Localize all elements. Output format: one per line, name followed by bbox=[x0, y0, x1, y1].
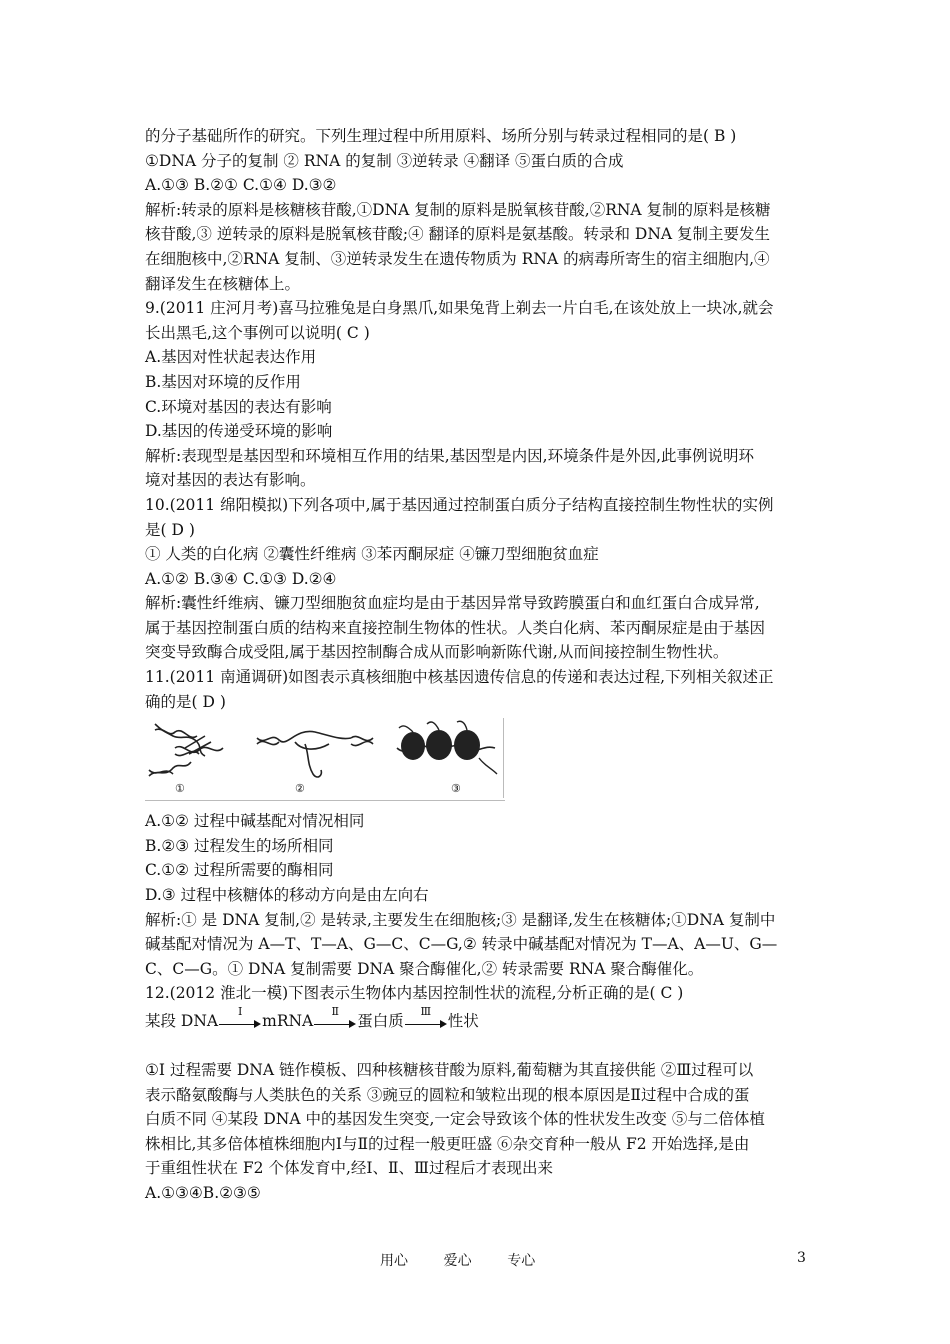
figure-label-1: ① bbox=[175, 782, 185, 796]
text-line: A.①② 过程中碱基配对情况相同 bbox=[145, 812, 365, 831]
text-line: 核苷酸,③ 逆转录的原料是脱氧核苷酸;④ 翻译的原料是氨基酸。转录和 DNA 复制主要发生 bbox=[145, 225, 771, 244]
page-number: 3 bbox=[797, 1250, 806, 1266]
text-line: 的分子基础所作的研究。下列生理过程中所用原料、场所分别与转录过程相同的是( B ) bbox=[145, 127, 737, 145]
text-line: 解析:转录的原料是核糖核苷酸,①DNA 复制的原料是脱氧核苷酸,②RNA 复制的原料是核糖 bbox=[145, 200, 771, 219]
text-line: 11.(2011 南通调研)如图表示真核细胞中核基因遗传信息的传递和表达过程,下列相关叙述正 bbox=[145, 668, 774, 687]
text-line: 翻译发生在核糖体上。 bbox=[145, 274, 301, 293]
figure-label-2: ② bbox=[295, 782, 305, 796]
text-line: D.基因的传递受环境的影响 bbox=[145, 422, 333, 441]
text-line: B.②③ 过程发生的场所相同 bbox=[145, 836, 334, 855]
text-line: 白质不同 ④某段 DNA 中的基因发生突变,一定会导致该个体的性状发生改变 ⑤与二倍体植 bbox=[145, 1110, 765, 1129]
text-line: 碱基配对情况为 A—T、T—A、G—C、C—G,② 转录中碱基配对情况为 T—A、A—U、G— bbox=[145, 935, 778, 954]
text-line: 长出黑毛,这个事例可以说明( C ) bbox=[145, 323, 370, 342]
text-line: 突变导致酶合成受阻,属于基因控制酶合成从而影响新陈代谢,从而间接控制生物性状。 bbox=[145, 643, 729, 662]
text-line: 解析:① 是 DNA 复制,② 是转录,主要发生在细胞核;③ 是翻译,发生在核糖体;①DNA 复制中 bbox=[145, 910, 776, 929]
flow-step-1-label: Ⅰ bbox=[237, 1005, 243, 1018]
text-line: 属于基因控制蛋白质的结构来直接控制生物体的性状。人类白化病、苯丙酮尿症是由于基因 bbox=[145, 618, 766, 637]
flow-arrow-1 bbox=[219, 1005, 261, 1033]
text-line: 12.(2012 淮北一模)下图表示生物体内基因控制性状的流程,分析正确的是( C ) bbox=[145, 984, 684, 1003]
text-line: A.①② B.③④ C.①③ D.②④ bbox=[145, 569, 337, 588]
text-line: ① 人类的白化病 ②囊性纤维病 ③苯丙酮尿症 ④镰刀型细胞贫血症 bbox=[145, 545, 599, 564]
flow-protein: 蛋白质 bbox=[357, 1012, 404, 1030]
text-line: A.基因对性状起表达作用 bbox=[145, 348, 317, 367]
text-line: A.①③④B.②③⑤ bbox=[145, 1183, 261, 1202]
text-line: 9.(2011 庄河月考)喜马拉雅兔是白身黑爪,如果兔背上剃去一片白毛,在该处放上一块冰,就会 bbox=[145, 299, 774, 318]
text-line: 于重组性状在 F2 个体发育中,经Ⅰ、Ⅱ、Ⅲ过程后才表现出来 bbox=[145, 1159, 554, 1178]
text-line: A.①③ B.②① C.①④ D.③② bbox=[145, 176, 337, 195]
text-line: C、C—G。① DNA 复制需要 DNA 聚合酶催化,② 转录需要 RNA 聚合酶催化。 bbox=[145, 959, 704, 978]
text-line: 境对基因的表达有影响。 bbox=[145, 471, 316, 490]
footer-slogan: 用心 爱心 专心 bbox=[380, 1253, 536, 1269]
flow-dna: 某段 DNA bbox=[145, 1012, 219, 1030]
text-line: 表示酪氨酸酶与人类肤色的关系 ③豌豆的圆粒和皱粒出现的根本原因是Ⅱ过程中合成的蛋 bbox=[145, 1085, 750, 1104]
text-line: 确的是( D ) bbox=[145, 692, 226, 711]
text-line: 解析:表现型是基因型和环境相互作用的结果,基因型是内因,环境条件是外因,此事例说明环 bbox=[145, 446, 755, 465]
flow-step-3-label: Ⅲ bbox=[420, 1005, 432, 1018]
flow-arrow-2 bbox=[314, 1005, 356, 1033]
text-line: ①DNA 分子的复制 ② RNA 的复制 ③逆转录 ④翻译 ⑤蛋白质的合成 bbox=[145, 151, 624, 170]
text-line: D.③ 过程中核糖体的移动方向是由左向右 bbox=[145, 886, 429, 905]
gene-expression-flow bbox=[145, 1006, 810, 1036]
figure-label-3: ③ bbox=[451, 782, 461, 796]
text-line: 在细胞核中,②RNA 复制、③逆转录发生在遗传物质为 RNA 的病毒所寄生的宿主细胞内,④ bbox=[145, 249, 770, 268]
text-line: C.①② 过程所需要的酶相同 bbox=[145, 861, 334, 880]
text-line: 是( D ) bbox=[145, 520, 195, 539]
text-line: 10.(2011 绵阳模拟)下列各项中,属于基因通过控制蛋白质分子结构直接控制生物性状的实例 bbox=[145, 495, 774, 514]
text-line: ①Ⅰ 过程需要 DNA 链作模板、四种核糖核苷酸为原料,葡萄糖为其直接供能 ②Ⅲ过程可以 bbox=[145, 1061, 754, 1079]
text-block-questions-8-11 bbox=[145, 124, 810, 714]
page-content bbox=[145, 124, 810, 1206]
flow-step-2-label: Ⅱ bbox=[331, 1005, 339, 1018]
text-line: 解析:囊性纤维病、镰刀型细胞贫血症均是由于基因异常导致跨膜蛋白和血红蛋白合成异常, bbox=[145, 594, 760, 613]
text-line: 株相比,其多倍体植株细胞内Ⅰ与Ⅱ的过程一般更旺盛 ⑥杂交育种一般从 F2 开始选择,是由 bbox=[145, 1134, 750, 1153]
text-line: B.基因对环境的反作用 bbox=[145, 372, 301, 391]
text-block-question-12-statements bbox=[145, 1058, 810, 1206]
flow-mrna: mRNA bbox=[262, 1012, 314, 1030]
flow-trait: 性状 bbox=[447, 1012, 479, 1030]
text-line: C.环境对基因的表达有影响 bbox=[145, 397, 332, 416]
flow-arrow-3 bbox=[405, 1005, 447, 1033]
text-block-question-11-options bbox=[145, 809, 810, 1006]
transcription-translation-figure bbox=[145, 718, 505, 801]
